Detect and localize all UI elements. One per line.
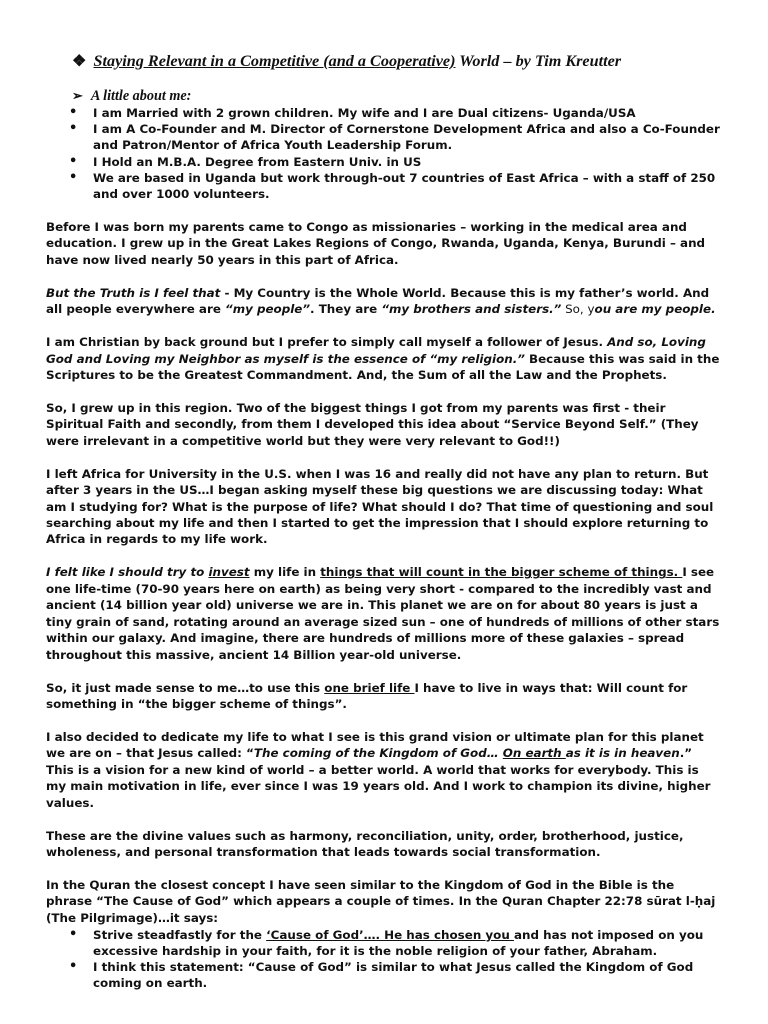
text-run: But the Truth is I feel that xyxy=(46,285,221,300)
text-run: as it is in heaven xyxy=(565,746,680,761)
document-title xyxy=(72,51,621,71)
paragraph-kingdom xyxy=(46,729,722,811)
title-underlined: Staying Relevant in a Competitive (and a Cooperative) xyxy=(93,52,456,70)
about-item: • I am A Co-Founder and M. Director of Cornerstone Development Africa and also a Co-Founder and Patron/Mentor of Africa Youth Leadership Forum. xyxy=(66,121,726,153)
about-heading xyxy=(72,88,191,105)
text-run: ou are my people. xyxy=(594,302,716,317)
text-run: I am Christian by back ground but I prefer to simply call myself a follower of Jesus. xyxy=(46,335,608,350)
about-item: • We are based in Uganda but work through-out 7 countries of East Africa – with a staff of 250 and over 1000 volunteers. xyxy=(66,170,726,202)
text-run: . They are xyxy=(310,302,382,317)
about-list xyxy=(66,105,726,202)
paragraph-university: I left Africa for University in the U.S. when I was 16 and really did not have any plan to return. But after 3 years in the US…I began asking myself these big questions we are discussing today: What am I studying for? What is the purpose of life? What should I do? That time of questioning and soul searching about my life and then I started to get the impression that I should explore returning to Africa in regards to my life work. xyxy=(46,466,714,547)
text-run: invest xyxy=(208,565,250,580)
quran-item xyxy=(66,927,722,959)
text-run: - My Country is the Whole World. Because this is my father’s world. And all people everywhere are xyxy=(46,285,710,317)
text-run: Because this was said in the Scriptures to be the Greatest Commandment. And, the Sum of all the Law and the Prophets. xyxy=(46,351,720,383)
paragraph-my-country xyxy=(46,285,722,318)
arrow-bullet-icon: ➢ xyxy=(72,88,83,103)
paragraph-quran: In the Quran the closest concept I have seen similar to the Kingdom of God in the Bible is the phrase “The Cause of God” which appears a couple of times. In the Quran Chapter 22:78 sūrat l-ḥaj (The Pilgrimage)…it says: xyxy=(46,877,716,925)
paragraph-religion xyxy=(46,334,722,383)
text-run: So, it just made sense to me…to use this xyxy=(46,680,325,695)
text-run: I have to live in ways that: Will count for something in “the bigger scheme of things”. xyxy=(46,680,688,711)
text-run: and has not imposed on you excessive hardship in your faith, for it is the noble religion of your father, Abraham. xyxy=(93,927,704,958)
text-run: I also decided to dedicate my life to what I see is this grand vision or ultimate plan for this planet we are on – that Jesus called: “ xyxy=(46,729,704,761)
text-run: I see one life-time (70-90 years here on earth) as being very short - compared to the incredibly vast and ancient (14 billion year old) universe we are in. This planet we are on for about 80 years is just a tiny grain of sand, rotating around an average sized sun – one of hundreds of millions of other stars within our galaxy. And imagine, there are hundreds of millions more of these galaxies – spread throughout this massive, ancient 14 Billion year-old universe. xyxy=(46,565,720,662)
text-run: Strive steadfastly for the xyxy=(93,927,267,942)
text-run: .” This is a vision for a new kind of world – a better world. A world that works for everybody. This is my main motivation in life, ever since I was 19 years old. And I work to champion its divine, higher values. xyxy=(46,746,711,810)
text-run: ‘Cause of God’…. He has chosen you xyxy=(266,927,514,942)
about-item: • I Hold an M.B.A. Degree from Eastern Univ. in US xyxy=(66,154,726,170)
title-rest: World – by Tim Kreutter xyxy=(455,52,622,70)
text-run: I felt like I should try to xyxy=(46,565,209,580)
quran-item: • I think this statement: “Cause of God” is similar to what Jesus called the Kingdom of God coming on earth. xyxy=(66,959,722,991)
text-run: things that will count in the bigger scheme of things. xyxy=(320,565,683,580)
paragraph-brief-life xyxy=(46,680,722,713)
paragraph-values: These are the divine values such as harmony, reconciliation, unity, order, brotherhood, justice, wholeness, and personal transformation that leads towards social transformation. xyxy=(46,828,684,859)
paragraph-invest xyxy=(46,564,722,662)
about-heading-text: A little about me: xyxy=(90,88,192,104)
diamond-bullet-icon: ❖ xyxy=(72,52,87,70)
text-run: And so, Loving God and Loving my Neighbor as myself is the essence of “my religion.” xyxy=(46,335,706,366)
about-item: • I am Married with 2 grown children. My wife and I are Dual citizens- Uganda/USA xyxy=(66,105,726,121)
text-run: The coming of the Kingdom of God… xyxy=(253,746,503,761)
document-body xyxy=(46,219,722,992)
paragraph-origins: Before I was born my parents came to Congo as missionaries – working in the medical area and education. I grew up in the Great Lakes Regions of Congo, Rwanda, Uganda, Kenya, Burundi – and have now lived nearly 50 years in this part of Africa. xyxy=(46,220,706,267)
text-run: one brief life xyxy=(324,680,415,695)
text-run: So, y xyxy=(561,302,595,317)
text-run: “my people” xyxy=(225,302,311,317)
text-run: “my brothers and sisters.” xyxy=(381,302,562,317)
quran-list xyxy=(66,927,722,992)
paragraph-parents: So, I grew up in this region. Two of the biggest things I got from my parents was first - their Spiritual Faith and secondly, from them I developed this idea about “Service Beyond Self.” (They were irrelevant in a competitive world but they were very relevant to God!!) xyxy=(46,401,699,448)
text-run: On earth xyxy=(502,746,566,761)
text-run: my life in xyxy=(249,565,321,580)
